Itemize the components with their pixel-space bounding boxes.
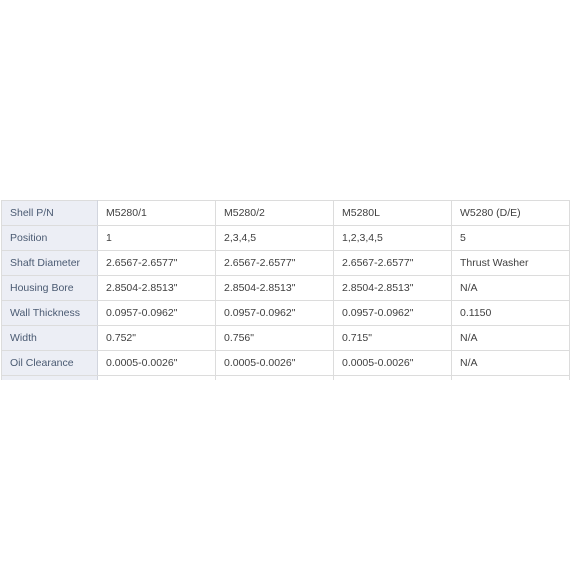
- row-label: Wall Thickness: [2, 301, 98, 326]
- table-cell: 0.0957-0.0962": [334, 301, 452, 326]
- table-row: [2, 301, 570, 326]
- table-cell: 0.0005-0.0026": [216, 351, 334, 376]
- table-cell: 2.8504-2.8513": [216, 276, 334, 301]
- row-label: Housing Bore: [2, 276, 98, 301]
- table-cell: 2,3,4,5: [216, 226, 334, 251]
- table-row: [2, 251, 570, 276]
- table-cell: 1: [98, 226, 216, 251]
- table-cell: 2.6567-2.6577": [98, 251, 216, 276]
- table-row-partial: [2, 376, 570, 381]
- table-cell: M5280L: [334, 201, 452, 226]
- table-row: [2, 201, 570, 226]
- table-cell: 0.0005-0.0026": [98, 351, 216, 376]
- row-label: Shaft Diameter: [2, 251, 98, 276]
- table-cell: Thrust Washer: [452, 251, 570, 276]
- table-cell: 2.6567-2.6577": [216, 251, 334, 276]
- table-row: [2, 326, 570, 351]
- row-label: Shell P/N: [2, 201, 98, 226]
- table-cell: M5280/2: [216, 201, 334, 226]
- table-cell: W5280 (D/E): [452, 201, 570, 226]
- table-row: [2, 226, 570, 251]
- table-cell: 1,2,3,4,5: [334, 226, 452, 251]
- table-cell: 2.8504-2.8513": [334, 276, 452, 301]
- table-cell: 0.715": [334, 326, 452, 351]
- table-cell: N/A: [452, 276, 570, 301]
- row-label: Width: [2, 326, 98, 351]
- table-cell: 2.6567-2.6577": [334, 251, 452, 276]
- table-cell: 0.1150: [452, 301, 570, 326]
- table-cell: 5: [452, 226, 570, 251]
- row-label: Position: [2, 226, 98, 251]
- table-cell: 0.0005-0.0026": [334, 351, 452, 376]
- table-row: [2, 351, 570, 376]
- table-row: [2, 276, 570, 301]
- table-cell: 2.8504-2.8513": [98, 276, 216, 301]
- table-cell: 0.0957-0.0962": [216, 301, 334, 326]
- table-cell: 0.756": [216, 326, 334, 351]
- table-cell: 0.752": [98, 326, 216, 351]
- table-cell: 0.0957-0.0962": [98, 301, 216, 326]
- table-cell: M5280/1: [98, 201, 216, 226]
- table-cell: N/A: [452, 351, 570, 376]
- table-cell: N/A: [452, 326, 570, 351]
- row-label: Oil Clearance: [2, 351, 98, 376]
- spec-table: [1, 200, 570, 380]
